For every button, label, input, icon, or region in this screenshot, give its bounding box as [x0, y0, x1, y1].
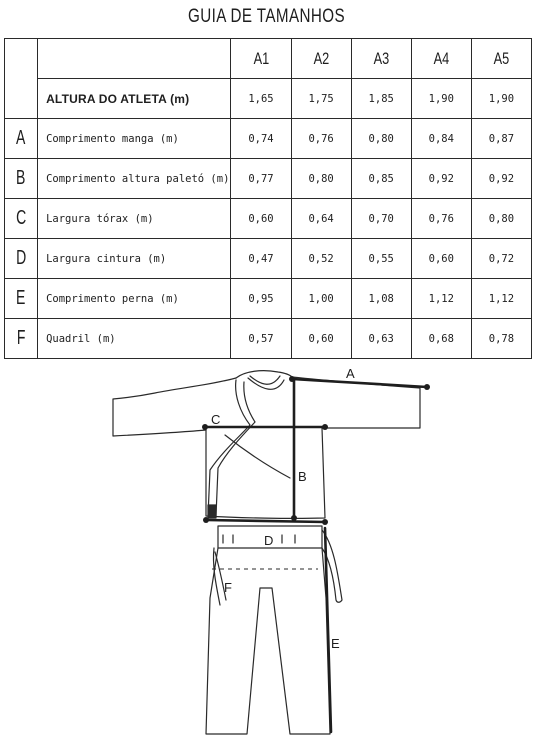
table-cell: 0,74: [231, 119, 291, 159]
table-cell: 0,63: [351, 319, 411, 359]
table-cell: 0,76: [411, 199, 471, 239]
table-row: [5, 159, 532, 199]
row-letter: A: [5, 119, 38, 159]
table-cell: 1,08: [351, 279, 411, 319]
table-cell: 0,47: [231, 239, 291, 279]
table-cell: 0,84: [411, 119, 471, 159]
height-value: 1,75: [291, 79, 351, 119]
table-cell: 0,64: [291, 199, 351, 239]
height-row: [5, 79, 532, 119]
table-cell: 0,52: [291, 239, 351, 279]
measure-line-d: [206, 520, 325, 522]
row-letter: C: [5, 199, 38, 239]
table-cell: 0,76: [291, 119, 351, 159]
table-cell: 0,80: [471, 199, 531, 239]
label-d: D: [264, 533, 274, 548]
table-cell: 0,60: [411, 239, 471, 279]
page-title: GUIA DE TAMANHOS: [187, 6, 346, 27]
column-header-a3: A3: [351, 39, 411, 79]
height-value: 1,65: [231, 79, 291, 119]
row-label: Comprimento altura paletó (m): [38, 159, 231, 199]
row-label: Comprimento manga (m): [38, 119, 231, 159]
label-f: F: [224, 580, 232, 595]
label-c: C: [211, 412, 221, 427]
row-label: Largura cintura (m): [38, 239, 231, 279]
label-a: A: [346, 366, 355, 381]
measurement-endpoints: [202, 376, 430, 525]
table-cell: 1,12: [471, 279, 531, 319]
table-cell: 0,87: [471, 119, 531, 159]
row-letter: B: [5, 159, 38, 199]
row-label: Largura tórax (m): [38, 199, 231, 239]
jacket-sketch: [113, 371, 420, 519]
table-cell: 0,85: [351, 159, 411, 199]
kimono-measurement-diagram: [0, 360, 533, 739]
table-cell: 0,95: [231, 279, 291, 319]
column-header-a4: A4: [411, 39, 471, 79]
row-letter: F: [5, 319, 38, 359]
table-cell: 0,78: [471, 319, 531, 359]
table-cell: 0,80: [351, 119, 411, 159]
table-row: [5, 199, 532, 239]
row-label: Quadril (m): [38, 319, 231, 359]
column-header-a1: A1: [231, 39, 291, 79]
table-row: [5, 119, 532, 159]
table-row: [5, 319, 532, 359]
height-value: 1,90: [471, 79, 531, 119]
table-cell: 0,60: [291, 319, 351, 359]
height-value: 1,85: [351, 79, 411, 119]
table-cell: 0,72: [471, 239, 531, 279]
table-row: [5, 279, 532, 319]
corner-cell: [5, 39, 38, 119]
header-blank-cell: [38, 39, 231, 79]
table-cell: 0,80: [291, 159, 351, 199]
table-row: [5, 239, 532, 279]
label-e: E: [331, 636, 340, 651]
table-cell: 1,12: [411, 279, 471, 319]
table-cell: 0,70: [351, 199, 411, 239]
table-cell: 1,00: [291, 279, 351, 319]
column-header-a2: A2: [291, 39, 351, 79]
table-cell: 0,68: [411, 319, 471, 359]
table-header-row: [5, 39, 532, 79]
size-table: [4, 38, 532, 359]
table-cell: 0,77: [231, 159, 291, 199]
label-b: B: [298, 469, 307, 484]
row-letter: D: [5, 239, 38, 279]
measure-line-a: [292, 379, 427, 387]
row-letter: E: [5, 279, 38, 319]
column-header-a5: A5: [471, 39, 531, 79]
pants-sketch: [206, 526, 342, 734]
table-cell: 0,57: [231, 319, 291, 359]
height-row-label: ALTURA DO ATLETA (m): [38, 79, 231, 119]
table-cell: 0,60: [231, 199, 291, 239]
height-value: 1,90: [411, 79, 471, 119]
table-cell: 0,55: [351, 239, 411, 279]
table-cell: 0,92: [411, 159, 471, 199]
measurement-lines: [205, 379, 427, 732]
table-cell: 0,92: [471, 159, 531, 199]
row-label: Comprimento perna (m): [38, 279, 231, 319]
